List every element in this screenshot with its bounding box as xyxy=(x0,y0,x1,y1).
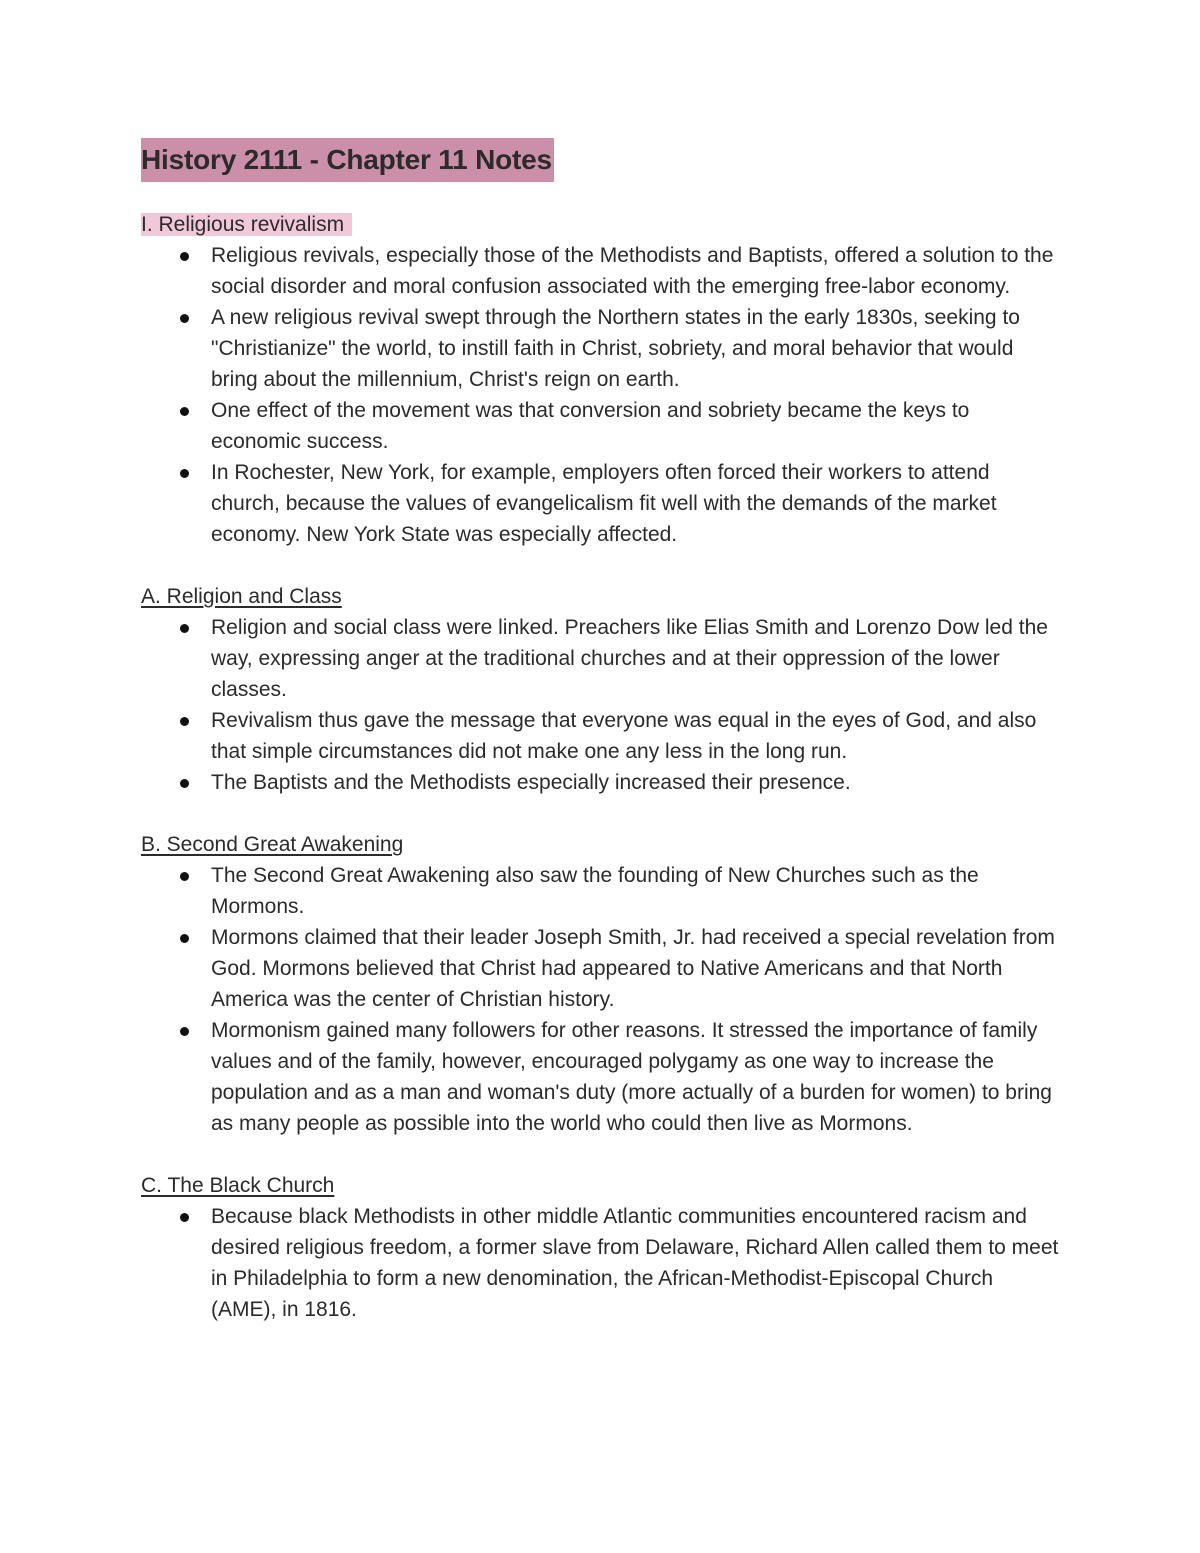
document-title: History 2111 - Chapter 11 Notes xyxy=(141,138,554,182)
bullet-icon xyxy=(180,872,189,881)
bullet-icon xyxy=(180,1027,189,1036)
list-item: Mormons claimed that their leader Joseph Smith, Jr. had received a special revelation from God. Mormons believed that Christ had appeared to Native Americans and that North America was the center of Christian history. xyxy=(141,922,1061,1015)
section-heading: B. Second Great Awakening xyxy=(141,833,404,856)
section-heading: A. Religion and Class xyxy=(141,585,342,608)
bullet-icon xyxy=(180,717,189,726)
document-page xyxy=(141,138,1061,1325)
bullet-list xyxy=(141,860,1061,1139)
bullet-icon xyxy=(180,624,189,633)
list-item: One effect of the movement was that conversion and sobriety became the keys to economic success. xyxy=(141,395,1061,457)
bullet-icon xyxy=(180,252,189,261)
bullet-list xyxy=(141,612,1061,798)
list-item: Revivalism thus gave the message that everyone was equal in the eyes of God, and also that simple circumstances did not make one any less in the long run. xyxy=(141,705,1061,767)
section-heading: I. Religious revivalism xyxy=(141,209,1061,240)
list-item: The Baptists and the Methodists especially increased their presence. xyxy=(141,767,1061,798)
list-item: Mormonism gained many followers for other reasons. It stressed the importance of family values and of the family, however, encouraged polygamy as one way to increase the population and as a man and woman's duty (more actually of a burden for women) to bring as many people as possible into the world who could then live as Mormons. xyxy=(141,1015,1061,1139)
bullet-icon xyxy=(180,469,189,478)
bullet-icon xyxy=(180,407,189,416)
list-item: Because black Methodists in other middle Atlantic communities encountered racism and desired religious freedom, a former slave from Delaware, Richard Allen called them to meet in Philadelphia to form a new denomination, the African-Methodist-Episcopal Church (AME), in 1816. xyxy=(141,1201,1061,1325)
list-item: In Rochester, New York, for example, employers often forced their workers to attend church, because the values of evangelicalism fit well with the demands of the market economy. New York State was especially affected. xyxy=(141,457,1061,550)
bullet-list xyxy=(141,1201,1061,1325)
section-second-great-awakening xyxy=(141,829,1061,1139)
document-title-row xyxy=(141,138,1061,182)
list-item: Religion and social class were linked. Preachers like Elias Smith and Lorenzo Dow led the way, expressing anger at the traditional churches and at their oppression of the lower classes. xyxy=(141,612,1061,705)
bullet-icon xyxy=(180,1213,189,1222)
list-item: Religious revivals, especially those of the Methodists and Baptists, offered a solution to the social disorder and moral confusion associated with the emerging free-labor economy. xyxy=(141,240,1061,302)
bullet-icon xyxy=(180,314,189,323)
section-religious-revivalism xyxy=(141,209,1061,550)
bullet-list xyxy=(141,240,1061,550)
section-heading: C. The Black Church xyxy=(141,1174,335,1197)
list-item: A new religious revival swept through the Northern states in the early 1830s, seeking to "Christianize" the world, to instill faith in Christ, sobriety, and moral behavior that would bring about the millennium, Christ's reign on earth. xyxy=(141,302,1061,395)
section-the-black-church xyxy=(141,1170,1061,1325)
list-item: The Second Great Awakening also saw the founding of New Churches such as the Mormons. xyxy=(141,860,1061,922)
bullet-icon xyxy=(180,934,189,943)
section-religion-and-class xyxy=(141,581,1061,798)
bullet-icon xyxy=(180,779,189,788)
